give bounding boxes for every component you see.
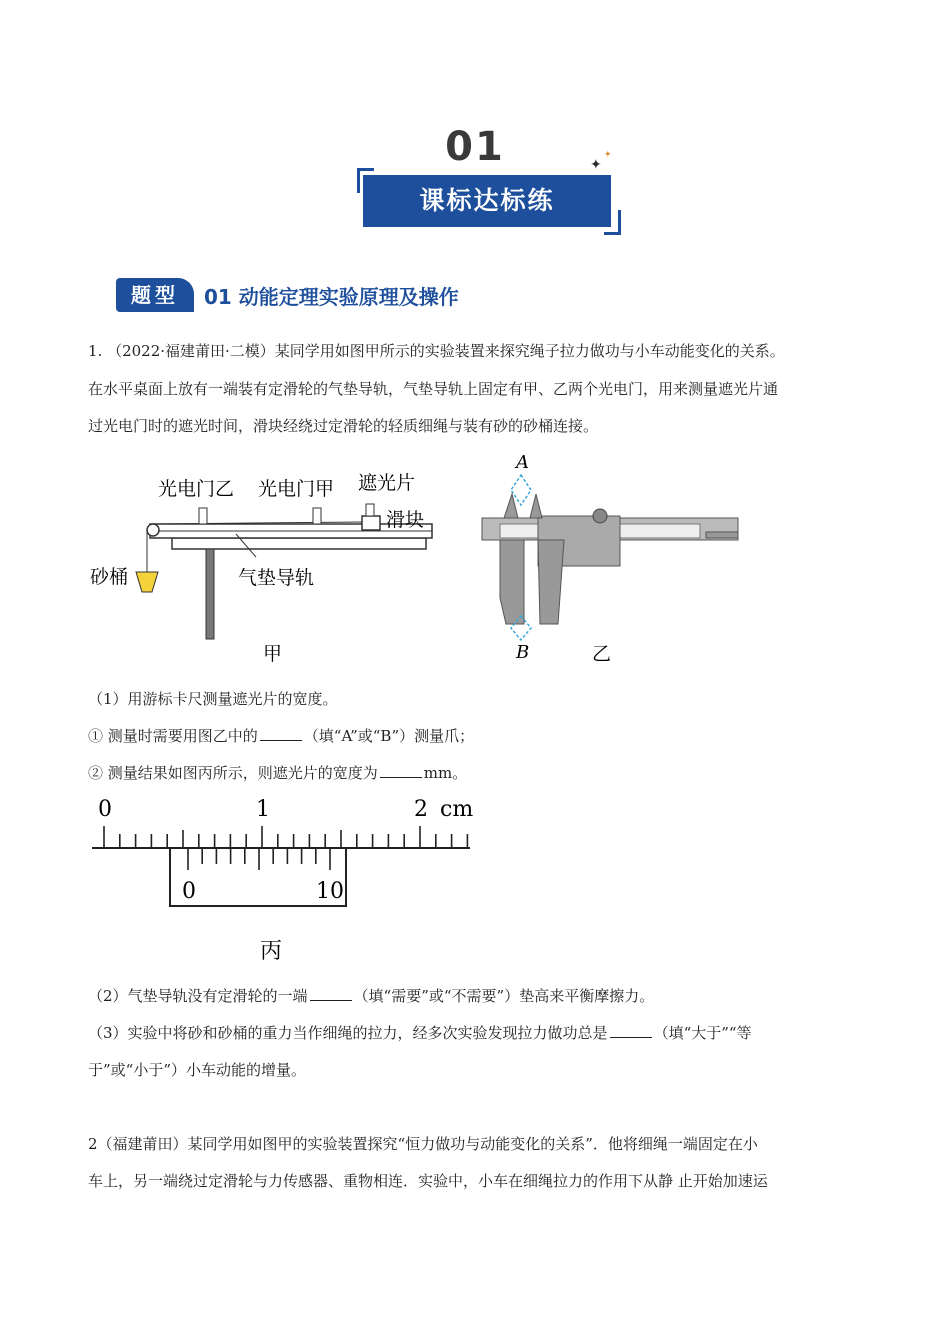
- q1-line2: 在水平桌面上放有一端装有定滑轮的气垫导轨，气垫导轨上固定有甲、乙两个光电门，用来测量遮光片通: [88, 380, 779, 398]
- label-a: A: [516, 452, 529, 473]
- bucket-shape: [136, 572, 158, 592]
- sparkle-icon: ✦: [590, 157, 602, 173]
- label-bucket: 砂桶: [90, 566, 129, 588]
- part2-pre: （2）气垫导轨没有定滑轮的一端: [88, 987, 308, 1005]
- q1-sub1: [88, 725, 474, 746]
- label-b: B: [516, 642, 530, 663]
- gate-yi: [199, 508, 207, 524]
- section-number: 01: [445, 124, 505, 170]
- vernier-label-0: 0: [182, 879, 196, 904]
- rail-table: [172, 538, 426, 549]
- sub1-post: （填“A”或“B”）测量爪；: [303, 727, 475, 745]
- answer-blank-4[interactable]: [610, 1023, 652, 1038]
- pulley: [147, 524, 159, 536]
- q1-sub2: [88, 762, 467, 783]
- caption-jia: 甲: [263, 643, 283, 665]
- part3-pre: （3）实验中将砂和砂桶的重力当作细绳的拉力，经多次实验发现拉力做功总是: [88, 1024, 608, 1042]
- q1-line1: 1. （2022·福建莆田·二模）某同学用如图甲所示的实验装置来探究绳子拉力做功与小车动能变化的关系。: [88, 342, 785, 360]
- caption-bing: 丙: [260, 939, 283, 964]
- q1-part1: （1）用游标卡尺测量遮光片的宽度。: [88, 690, 338, 708]
- moving-jaw-lower: [538, 540, 564, 624]
- label-rail: 气垫导轨: [238, 567, 315, 589]
- unit-label: cm: [440, 797, 474, 822]
- sub2-post: mm。: [423, 764, 468, 782]
- vernier-ticks: [188, 848, 330, 870]
- q1-part3-line2: 于”或“小于”）小车动能的增量。: [88, 1061, 307, 1079]
- main-label-1: 1: [256, 797, 270, 822]
- table-leg: [206, 549, 214, 639]
- main-label-0: 0: [98, 797, 112, 822]
- q1-part2: [88, 985, 654, 1006]
- lock-screw: [593, 509, 607, 523]
- main-scale-ticks: [104, 826, 467, 848]
- fixed-jaw-lower: [500, 540, 524, 624]
- slider-block: [362, 516, 380, 530]
- q1-line3: 过光电门时的遮光时间，滑块经绕过定滑轮的轻质细绳与装有砂的砂桶连接。: [88, 417, 599, 435]
- caption-yi: 乙: [592, 643, 612, 665]
- section-title-banner: 课标达标练: [363, 175, 611, 227]
- label-gate-jia: 光电门甲: [258, 478, 335, 500]
- moving-jaw-upper: [530, 494, 542, 518]
- part2-post: （填“需要”或“不需要”）垫高来平衡摩擦力。: [353, 987, 655, 1005]
- sub1-pre: ① 测量时需要用图乙中的: [88, 727, 258, 745]
- label-slider: 滑块: [386, 509, 425, 531]
- figure-bing: [86, 792, 486, 972]
- sparkle-small-icon: ✦: [604, 150, 612, 160]
- q2-line1: 2（福建莆田）某同学用如图甲的实验装置探究“恒力做功与动能变化的关系”．他将细绳一端固定在小: [88, 1135, 758, 1153]
- figure-yi: [476, 448, 746, 672]
- figure-jia: [86, 462, 436, 672]
- answer-blank-1[interactable]: [260, 726, 302, 741]
- q1-part3: [88, 1022, 752, 1043]
- topic-title: 01 动能定理实验原理及操作: [204, 285, 459, 309]
- q2-line2: 车上，另一端绕过定滑轮与力传感器、重物相连．实验中，小车在细绳拉力的作用下从静 止开始加速运: [88, 1172, 768, 1190]
- topic-tag: 题型: [116, 278, 194, 312]
- answer-blank-2[interactable]: [380, 763, 422, 778]
- label-shade: 遮光片: [358, 472, 416, 494]
- vernier-label-10: 10: [316, 879, 344, 904]
- depth-rod: [706, 532, 738, 538]
- part3-post: （填“大于”“等: [653, 1024, 752, 1042]
- label-gate-yi: 光电门乙: [158, 478, 235, 500]
- shade-piece: [366, 504, 374, 516]
- gate-jia: [313, 508, 321, 524]
- sub2-pre: ② 测量结果如图丙所示，则遮光片的宽度为: [88, 764, 378, 782]
- answer-blank-3[interactable]: [310, 986, 352, 1001]
- main-label-2: 2: [414, 797, 428, 822]
